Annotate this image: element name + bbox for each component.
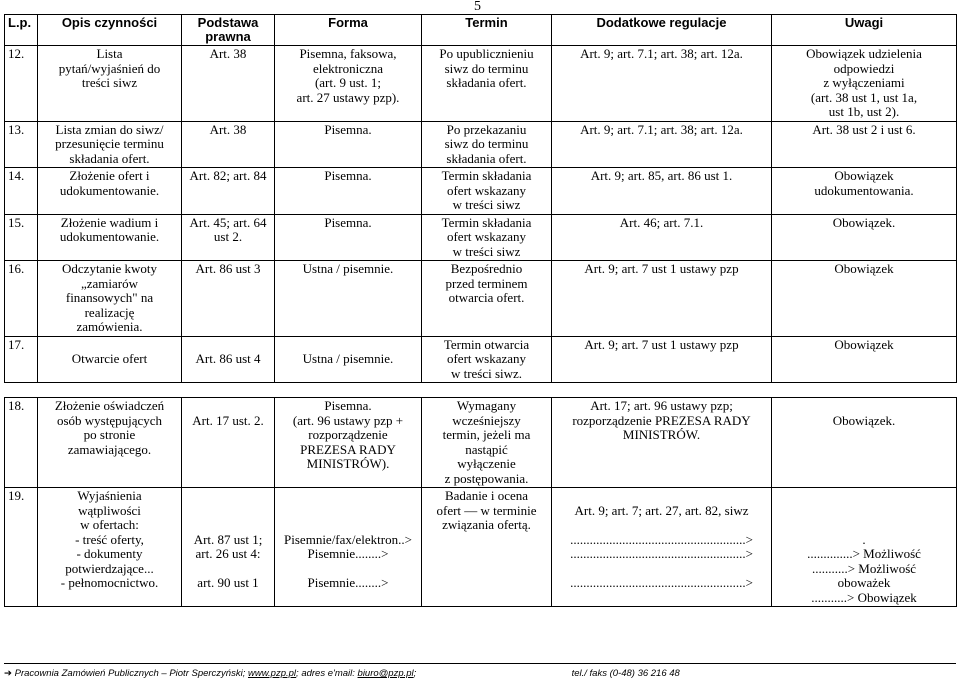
cell-line: Odczytanie kwoty xyxy=(62,261,157,276)
cell-line: Po upublicznieniu xyxy=(439,46,534,61)
cell-podstawa xyxy=(182,168,275,215)
header-regulacje: Dodatkowe regulacje xyxy=(552,15,772,46)
cell-line: Art. 9; art. 7.1; art. 38; art. 12a. xyxy=(580,46,743,61)
cell-podstawa xyxy=(182,398,275,488)
cell-line: finansowych" na xyxy=(65,290,154,305)
cell-line: przed terminem xyxy=(445,275,528,291)
cell-line: z postępowania. xyxy=(444,470,529,486)
cell-line: Obowiązek xyxy=(834,168,894,183)
cell-line xyxy=(278,518,418,533)
cell-line: w treści siwz xyxy=(452,197,521,212)
header-termin: Termin xyxy=(422,15,552,46)
cell-regulacje xyxy=(552,398,772,488)
cell-line: ...........> Możliwość xyxy=(811,560,917,576)
header-opis: Opis czynności xyxy=(38,15,182,46)
cell-line: Pisemna. xyxy=(324,168,372,183)
cell-line: Obowiązek. xyxy=(832,412,896,428)
cell-opis xyxy=(38,398,182,488)
cell-lp: 18. xyxy=(5,398,38,488)
cell-uwagi xyxy=(772,261,957,337)
cell-opis xyxy=(38,336,182,383)
header-podstawa: Podstawa prawna xyxy=(182,15,275,46)
cell-line xyxy=(555,562,768,577)
cell-line xyxy=(278,562,418,577)
table-row xyxy=(5,46,957,122)
cell-line: ust 2. xyxy=(213,229,243,244)
cell-line: Pisemna. xyxy=(324,398,372,413)
cell-line: Art. 46; art. 7.1. xyxy=(619,214,704,230)
table-body-upper xyxy=(5,46,957,383)
cell-forma xyxy=(275,261,422,337)
cell-line: Art. 87 ust 1; xyxy=(193,531,263,547)
cell-regulacje xyxy=(552,46,772,122)
table-row xyxy=(5,261,957,337)
cell-lp: 16. xyxy=(5,261,38,337)
cell-line: Art. 86 ust 3 xyxy=(195,261,261,276)
cell-uwagi xyxy=(772,46,957,122)
cell-line: Termin otwarcia xyxy=(443,336,530,352)
cell-line: termin, jeżeli ma xyxy=(442,427,531,442)
cell-line: MINISTRÓW. xyxy=(622,427,701,442)
cell-regulacje xyxy=(552,168,772,215)
cell-line: Art. 38 ust 2 i ust 6. xyxy=(812,121,916,137)
cell-line xyxy=(775,518,953,533)
cell-line: w treści siwz. xyxy=(450,365,523,381)
cell-line: wyłączenie xyxy=(457,456,516,471)
cell-line: ofert wskazany xyxy=(446,182,527,198)
cell-line: Pisemnie........> xyxy=(307,575,389,590)
cell-line: zamawiającego. xyxy=(67,441,152,457)
cell-termin xyxy=(422,214,552,261)
cell-podstawa xyxy=(182,214,275,261)
cell-opis xyxy=(38,214,182,261)
cell-regulacje xyxy=(552,214,772,261)
cell-line: udokumentowanie. xyxy=(59,182,160,198)
cell-line: Badanie i ocena xyxy=(444,488,528,503)
cell-line: siwz do terminu xyxy=(444,136,529,151)
cell-line: Pisemna. xyxy=(324,214,372,230)
cell-forma xyxy=(275,398,422,488)
cell-line xyxy=(185,518,271,533)
cell-podstawa xyxy=(182,488,275,607)
cell-termin xyxy=(422,261,552,337)
cell-line: Art. 45; art. 64 xyxy=(189,214,267,230)
cell-line: Złożenie ofert i xyxy=(69,168,150,183)
footer-email-label: ; adres e'mail: xyxy=(296,668,355,679)
cell-line xyxy=(775,504,953,519)
cell-line: Pisemnie/fax/elektron..> xyxy=(284,531,412,547)
cell-line: składania ofert. xyxy=(446,75,527,90)
cell-line: Art. 82; art. 84 xyxy=(189,168,267,183)
cell-lp: 12. xyxy=(5,46,38,122)
table-row xyxy=(5,168,957,215)
cell-line xyxy=(185,504,271,519)
cell-line: ......................................................> xyxy=(570,575,753,590)
cell-line xyxy=(278,489,418,504)
cell-line: - pełnomocnictwo. xyxy=(60,575,159,590)
cell-line: Otwarcie ofert xyxy=(71,351,148,366)
table-row xyxy=(5,336,957,383)
cell-line: Art. 9; art. 7.1; art. 38; art. 12a. xyxy=(580,121,743,137)
cell-termin xyxy=(422,46,552,122)
cell-line: Wymagany xyxy=(456,398,517,413)
cell-line xyxy=(185,489,271,504)
cell-line: nastąpić xyxy=(465,441,508,457)
cell-uwagi xyxy=(772,398,957,488)
cell-line: składania ofert. xyxy=(446,150,527,166)
cell-line: art. 90 ust 1 xyxy=(197,575,259,590)
cell-termin xyxy=(422,121,552,168)
cell-forma xyxy=(275,46,422,122)
cell-line xyxy=(278,338,418,353)
cell-line: - treść oferty, xyxy=(75,531,144,547)
table-row xyxy=(5,488,957,607)
cell-line: Obowiązek udzielenia xyxy=(806,46,922,61)
cell-lp: 17. xyxy=(5,336,38,383)
cell-line: Art. 86 ust 4 xyxy=(195,351,261,366)
cell-line: elektroniczna xyxy=(312,60,383,76)
cell-line: rozporządzenie xyxy=(308,427,388,442)
cell-regulacje xyxy=(552,121,772,168)
footer xyxy=(4,667,680,682)
cell-line: Pisemna, faksowa, xyxy=(299,46,397,61)
cell-podstawa xyxy=(182,261,275,337)
table-row xyxy=(5,121,957,168)
cell-line xyxy=(41,338,178,353)
table-spacer xyxy=(5,383,957,398)
cell-line: wcześniejszy xyxy=(452,412,521,428)
cell-forma xyxy=(275,336,422,383)
cell-termin xyxy=(422,398,552,488)
cell-line xyxy=(185,562,271,577)
cell-line: Ustna / pisemnie. xyxy=(302,261,394,276)
cell-line: potwierdzające... xyxy=(65,560,154,576)
cell-forma xyxy=(275,121,422,168)
cell-line: przesunięcie terminu xyxy=(55,136,164,151)
cell-lp: 15. xyxy=(5,214,38,261)
cell-line: oboważek xyxy=(837,575,891,590)
cell-line: udokumentowania. xyxy=(814,182,914,198)
table-row xyxy=(5,398,957,488)
cell-line: Termin składania xyxy=(441,214,532,230)
cell-line: Obowiązek. xyxy=(832,214,896,230)
cell-opis xyxy=(38,261,182,337)
footer-rule xyxy=(4,663,956,664)
cell-forma xyxy=(275,214,422,261)
cell-line: Złożenie wadium i xyxy=(60,214,159,230)
cell-opis xyxy=(38,488,182,607)
cell-termin xyxy=(422,336,552,383)
cell-line xyxy=(555,489,768,504)
arrow-right-icon: ➔ xyxy=(4,668,12,679)
cell-uwagi xyxy=(772,168,957,215)
cell-line: ofert wskazany xyxy=(446,351,527,366)
header-uwagi: Uwagi xyxy=(772,15,957,46)
cell-line: MINISTRÓW). xyxy=(306,456,390,471)
cell-line: związania ofertą. xyxy=(442,517,531,532)
cell-line: osób występujących xyxy=(56,412,163,428)
cell-line: otwarcia ofert. xyxy=(448,290,525,305)
footer-sep: ; xyxy=(413,668,417,679)
cell-line: Lista xyxy=(96,46,123,61)
table-row xyxy=(5,214,957,261)
cell-line: art. 27 ustawy pzp). xyxy=(296,89,400,105)
cell-line xyxy=(185,399,271,414)
cell-line: . xyxy=(862,531,866,547)
cell-line xyxy=(278,504,418,519)
table-body-lower xyxy=(5,398,957,607)
cell-line: Art. 9; art. 7 ust 1 ustawy pzp xyxy=(584,336,739,352)
cell-podstawa xyxy=(182,336,275,383)
cell-lp: 19. xyxy=(5,488,38,607)
cell-regulacje xyxy=(552,336,772,383)
cell-regulacje xyxy=(552,488,772,607)
cell-line: z wyłączeniami xyxy=(823,75,905,90)
cell-uwagi xyxy=(772,121,957,168)
cell-line: Art. 17; art. 96 ustawy pzp; xyxy=(590,398,733,413)
cell-line xyxy=(555,518,768,533)
cell-line: ..............> Możliwość xyxy=(807,546,921,561)
cell-line: Termin składania xyxy=(441,168,532,183)
cell-line: odpowiedzi xyxy=(833,60,895,76)
cell-line: - dokumenty xyxy=(76,546,143,561)
cell-line: ......................................................> xyxy=(570,546,753,561)
cell-line: pytań/wyjaśnień do xyxy=(58,60,161,76)
cell-line: zamówienia. xyxy=(76,319,143,334)
cell-line: Pisemna. xyxy=(324,121,372,137)
cell-forma xyxy=(275,488,422,607)
footer-url-link[interactable]: www.pzp.pl xyxy=(247,668,297,679)
cell-opis xyxy=(38,121,182,168)
cell-line: w ofertach: xyxy=(80,517,139,532)
cell-line: PREZESA RADY xyxy=(300,441,396,457)
cell-line: rozporządzenie PREZESA RADY xyxy=(572,412,751,428)
cell-line: Po przekazaniu xyxy=(446,121,527,137)
footer-phone: tel./ faks (0-48) 36 216 48 xyxy=(571,668,680,679)
cell-line xyxy=(185,338,271,353)
page-number: 5 xyxy=(474,0,481,14)
cell-line: Pisemnie........> xyxy=(307,546,389,561)
cell-line: ofert — w terminie xyxy=(436,502,537,518)
cell-line: siwz do terminu xyxy=(444,60,529,76)
cell-line: Art. 9; art. 7 ust 1 ustawy pzp xyxy=(584,261,739,276)
cell-line: Art. 38 xyxy=(209,121,247,137)
cell-line: w treści siwz xyxy=(452,243,521,259)
cell-line: po stronie xyxy=(83,427,136,442)
table-header-row xyxy=(5,15,957,46)
cell-line: treści siwz xyxy=(81,75,138,90)
cell-line: ofert wskazany xyxy=(446,229,527,244)
cell-podstawa xyxy=(182,121,275,168)
cell-line xyxy=(775,399,953,414)
cell-line: wątpliwości xyxy=(78,502,141,518)
cell-line: Ustna / pisemnie. xyxy=(302,351,394,366)
cell-line: realizację xyxy=(84,304,135,320)
cell-line: (art. 96 ustawy pzp + xyxy=(292,412,404,428)
cell-line: składania ofert. xyxy=(69,150,150,166)
cell-line: Bezpośrednio xyxy=(450,261,523,276)
cell-line: Art. 38 xyxy=(209,46,247,61)
cell-line: Art. 17 ust. 2. xyxy=(192,412,264,428)
header-forma: Forma xyxy=(275,15,422,46)
cell-line: Art. 9; art. 85, art. 86 ust 1. xyxy=(590,168,733,183)
cell-line: „zamiarów xyxy=(80,275,139,291)
cell-termin xyxy=(422,488,552,607)
cell-lp: 14. xyxy=(5,168,38,215)
header-lp: L.p. xyxy=(5,15,38,46)
cell-line: ...........> Obowiązek xyxy=(811,589,917,605)
cell-line xyxy=(775,489,953,504)
cell-lp: 13. xyxy=(5,121,38,168)
activities-table xyxy=(4,14,957,607)
cell-regulacje xyxy=(552,261,772,337)
footer-org: Pracownia Zamówień Publicznych – Piotr Sperczyński; xyxy=(14,668,246,679)
cell-line: art. 26 ust 4: xyxy=(195,546,261,561)
cell-line: Wyjaśnienia xyxy=(77,488,142,503)
cell-opis xyxy=(38,46,182,122)
cell-line: (art. 9 ust. 1; xyxy=(314,75,382,90)
cell-line: udokumentowanie. xyxy=(59,229,160,244)
footer-email-link[interactable]: biuro@pzp.pl xyxy=(357,668,414,679)
cell-uwagi xyxy=(772,488,957,607)
cell-termin xyxy=(422,168,552,215)
cell-line: Złożenie oświadczeń xyxy=(54,398,165,413)
cell-line: (art. 38 ust 1, ust 1a, xyxy=(810,89,918,105)
cell-line: Art. 9; art. 7; art. 27, art. 82, siwz xyxy=(574,502,749,518)
cell-opis xyxy=(38,168,182,215)
cell-uwagi xyxy=(772,214,957,261)
cell-line: Obowiązek xyxy=(834,261,894,276)
cell-line: Lista zmian do siwz/ xyxy=(55,121,164,137)
cell-podstawa xyxy=(182,46,275,122)
cell-line: ust 1b, ust 2). xyxy=(828,104,900,119)
cell-uwagi xyxy=(772,336,957,383)
cell-line: ......................................................> xyxy=(570,531,753,547)
cell-forma xyxy=(275,168,422,215)
cell-line: Obowiązek xyxy=(834,336,894,352)
